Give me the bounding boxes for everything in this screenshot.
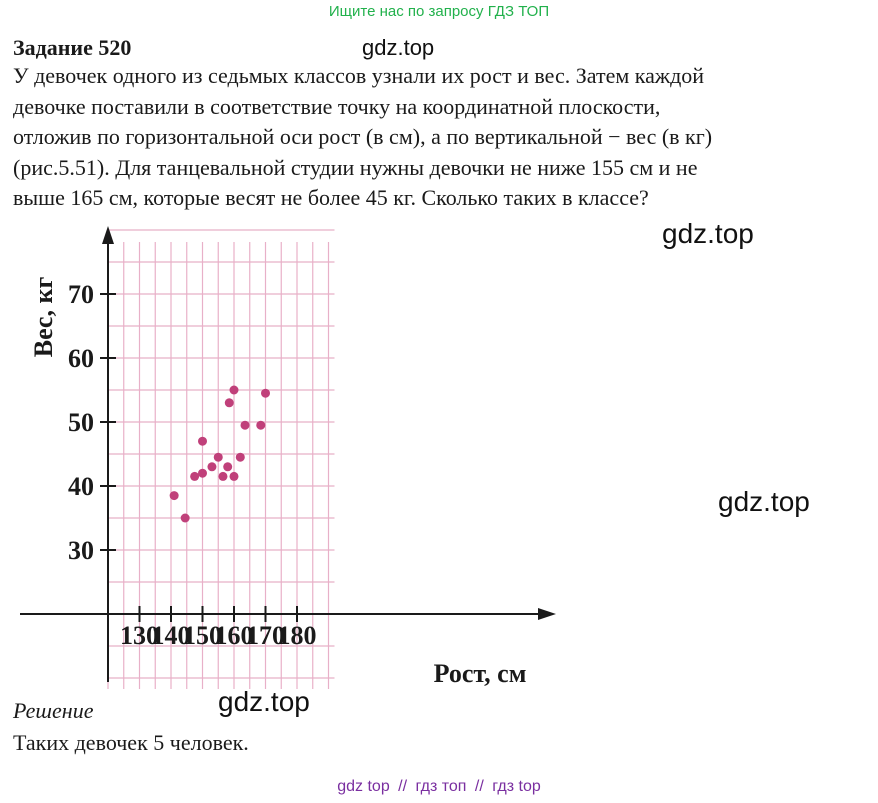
data-point: [241, 421, 250, 430]
footer-separator: //: [398, 778, 408, 795]
data-point: [218, 472, 227, 481]
footer-link[interactable]: гдз top: [492, 778, 541, 795]
solution-label: Решение: [13, 698, 94, 723]
y-tick-label: 50: [68, 408, 94, 437]
data-point: [261, 389, 270, 398]
x-tick-label: 180: [277, 621, 317, 650]
data-point: [230, 472, 239, 481]
data-point: [198, 437, 207, 446]
x-tick-label: 150: [183, 621, 222, 650]
y-axis-arrow: [102, 226, 114, 244]
footer-link[interactable]: гдз топ: [415, 778, 467, 795]
scatter-chart: [0, 222, 560, 692]
data-point: [214, 453, 223, 462]
footer-separator: //: [474, 778, 484, 795]
y-tick-label: 70: [68, 280, 94, 309]
problem-line: У девочек одного из седьмых классов узнали их рост и вес. Затем каждой: [13, 63, 705, 88]
problem-line: выше 165 см, которые весят не более 45 кг. Сколько таких в классе?: [13, 185, 649, 210]
y-tick-label: 30: [68, 536, 94, 565]
data-point: [190, 472, 199, 481]
data-point: [170, 491, 179, 500]
footer-links: [0, 778, 878, 796]
y-axis-label: Вес, кг: [29, 276, 58, 358]
x-tick-label: 160: [214, 621, 254, 650]
solution-text: Таких девочек 5 человек.: [13, 730, 249, 755]
watermark: gdz.top: [362, 35, 435, 60]
y-tick-label: 60: [68, 344, 94, 373]
watermark: gdz.top: [218, 686, 310, 717]
problem-line: отложив по горизонтальной оси рост (в см), а по вертикальной − вес (в кг): [13, 124, 713, 149]
data-point: [236, 453, 245, 462]
watermark: gdz.top: [662, 218, 754, 249]
data-point: [223, 462, 232, 471]
data-point: [207, 462, 216, 471]
problem-line: девочке поставили в соответствие точку на координатной плоскости,: [13, 93, 661, 119]
problem-line: (рис.5.51). Для танцевальной студии нужны девочки не ниже 155 см и не: [13, 154, 698, 180]
x-tick-label: 140: [151, 621, 191, 650]
task-title: Задание 520: [13, 35, 132, 60]
data-point: [256, 421, 265, 430]
data-point: [181, 514, 190, 523]
data-point: [230, 386, 239, 395]
y-tick-label: 40: [68, 472, 94, 501]
footer-link[interactable]: gdz top: [337, 778, 390, 795]
watermark: gdz.top: [718, 486, 810, 517]
data-point: [225, 398, 234, 407]
chart-ticks: [68, 280, 317, 650]
top-banner[interactable]: Ищите нас по запросу ГДЗ ТОП: [328, 3, 550, 20]
x-tick-label: 130: [120, 621, 159, 650]
data-point: [198, 469, 207, 478]
x-axis-arrow: [538, 608, 556, 620]
x-tick-label: 170: [246, 621, 285, 650]
problem-text: [13, 61, 873, 214]
x-axis-label: Рост, см: [433, 659, 527, 688]
